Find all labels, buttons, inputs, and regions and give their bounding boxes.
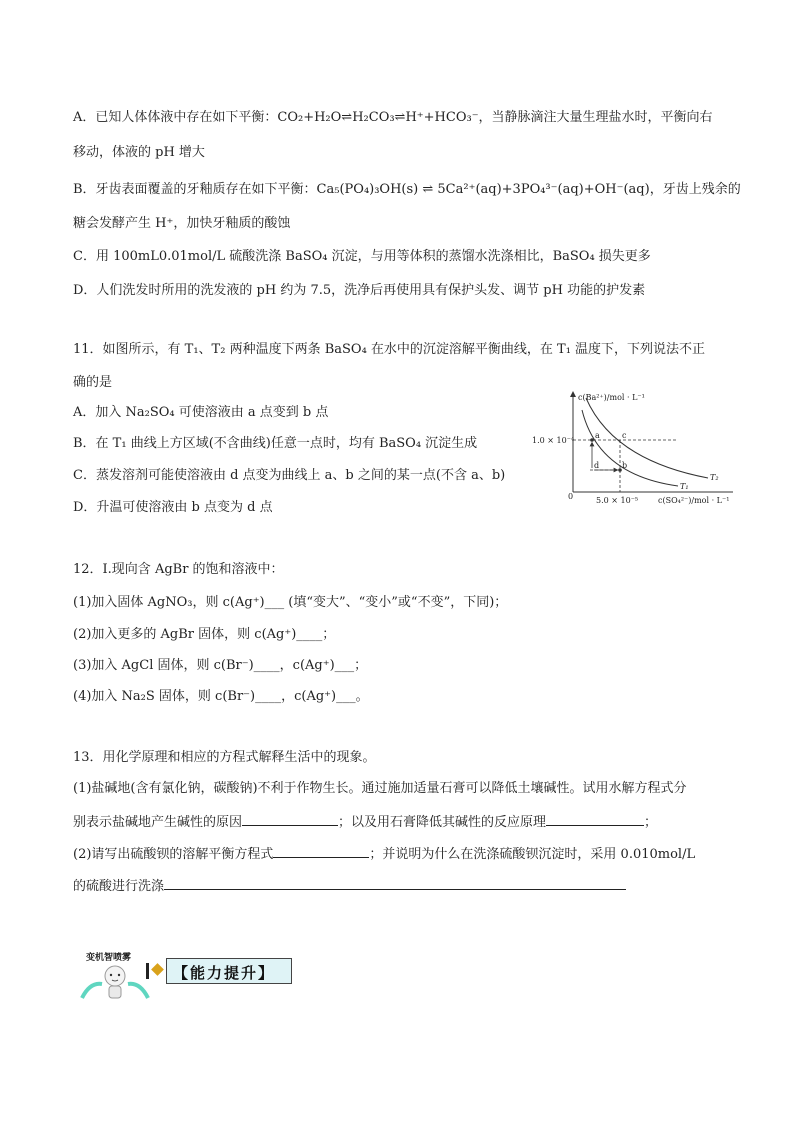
curve-t1-label: T₁ bbox=[680, 482, 689, 491]
q11-option-c: C．蒸发溶剂可能使溶液由 d 点变为曲线上 a、b 之间的某一点(不含 a、b) bbox=[73, 468, 506, 483]
q10-option-c: C．用 100mL0.01mol/L 硫酸洗涤 BaSO₄ 沉淀，与用等体积的蒸馏水洗涤相比，BaSO₄ 损失更多 bbox=[73, 249, 651, 264]
q11-option-a: A．加入 Na₂SO₄ 可使溶液由 a 点变到 b 点 bbox=[73, 405, 329, 420]
origin-label: 0 bbox=[568, 492, 574, 501]
q13-stem: 13．用化学原理和相应的方程式解释生活中的现象。 bbox=[73, 750, 376, 765]
q13-part2-text-a: (2)请写出硫酸钡的溶解平衡方程式 bbox=[73, 847, 274, 862]
q13-part2-text-c: 的硫酸进行洗涤 bbox=[73, 879, 165, 894]
mascot-icon bbox=[80, 962, 150, 1000]
y-axis-label: c(Ba²⁺)/mol · L⁻¹ bbox=[578, 393, 645, 402]
q10-option-d: D．人们洗发时所用的洗发液的 pH 约为 7.5，洗净后再使用具有保护头发、调节 pH 功能的护发素 bbox=[73, 283, 646, 298]
x-axis-label: c(SO₄²⁻)/mol · L⁻¹ bbox=[658, 496, 730, 505]
q12-stem: 12．Ⅰ.现向含 AgBr 的饱和溶液中： bbox=[73, 562, 284, 577]
section-title bbox=[166, 958, 292, 984]
y-tick-label: 1.0 × 10⁻⁴ bbox=[532, 436, 575, 445]
q13-part2-text-b: ；并说明为什么在洗涤硫酸钡沉淀时，采用 0.010mol/L bbox=[369, 847, 696, 862]
q10-option-a-line2: 移动，体液的 pH 增大 bbox=[73, 145, 205, 160]
q12-part4: (4)加入 Na₂S 固体，则 c(Br⁻)____，c(Ag⁺)___。 bbox=[73, 689, 369, 704]
bar-marker-icon bbox=[146, 963, 149, 979]
q13-part1-text-c: ； bbox=[644, 815, 658, 830]
q12-part1: (1)加入固体 AgNO₃，则 c(Ag⁺)___ (填“变大”、“变小”或“不变”，下同)； bbox=[73, 595, 508, 610]
answer-blank[interactable] bbox=[164, 876, 626, 890]
x-tick-label: 5.0 × 10⁻⁵ bbox=[596, 496, 639, 505]
q11-option-b: B．在 T₁ 曲线上方区域(不含曲线)任意一点时，均有 BaSO₄ 沉淀生成 bbox=[73, 436, 478, 451]
section-title-text: 【能力提升】 bbox=[173, 964, 276, 982]
q10-option-a-line1: A．已知人体体液中存在如下平衡：CO₂+H₂O⇌H₂CO₃⇌H⁺+HCO₃⁻，当静脉滴注大量生理盐水时，平衡向右 bbox=[73, 110, 713, 125]
q13-part2-line2 bbox=[73, 876, 626, 895]
q10-option-b-line2: 糖会发酵产生 H⁺，加快牙釉质的酸蚀 bbox=[73, 216, 291, 231]
q13-part1-line1: (1)盐碱地(含有氯化钠，碳酸钠)不利于作物生长。通过施加适量石膏可以降低土壤碱性。试用水解方程式分 bbox=[73, 781, 687, 796]
q13-part1-text-a: 别表示盐碱地产生碱性的原因 bbox=[73, 815, 243, 830]
q11-stem-line2: 确的是 bbox=[73, 375, 113, 390]
curve-t2 bbox=[586, 398, 708, 478]
q13-part1-text-b: ；以及用石膏降低其碱性的反应原理 bbox=[338, 815, 547, 830]
q13-part1-line2 bbox=[73, 812, 657, 831]
brand-label: 变机智喷雾 bbox=[86, 953, 132, 963]
point-a-label: a bbox=[595, 431, 600, 440]
q11-option-d: D．升温可使溶液由 b 点变为 d 点 bbox=[73, 500, 273, 515]
curve-t1 bbox=[582, 410, 678, 486]
diamond-icon bbox=[151, 963, 164, 976]
q10-option-b-line1: B．牙齿表面覆盖的牙釉质存在如下平衡：Ca₅(PO₄)₃OH(s) ⇌ 5Ca²⁺(aq)+3PO₄³⁻(aq)+OH⁻(aq)，牙齿上残余的 bbox=[73, 182, 741, 197]
answer-blank[interactable] bbox=[242, 812, 338, 826]
q12-part2: (2)加入更多的 AgBr 固体，则 c(Ag⁺)____； bbox=[73, 627, 336, 642]
answer-blank[interactable] bbox=[273, 844, 369, 858]
answer-blank[interactable] bbox=[546, 812, 644, 826]
q12-part3: (3)加入 AgCl 固体，则 c(Br⁻)____，c(Ag⁺)___； bbox=[73, 658, 368, 673]
point-a bbox=[590, 438, 594, 442]
point-c-label: c bbox=[622, 431, 627, 440]
point-d-label: d bbox=[594, 461, 600, 470]
point-b-label: b bbox=[622, 461, 628, 470]
ability-banner bbox=[80, 950, 300, 1000]
q11-stem-line1: 11．如图所示，有 T₁、T₂ 两种温度下两条 BaSO₄ 在水中的沉淀溶解平衡曲线，在 T₁ 温度下，下列说法不正 bbox=[73, 342, 706, 357]
solubility-equilibrium-graph bbox=[528, 390, 740, 508]
q13-part2-line1 bbox=[73, 844, 695, 863]
curve-t2-label: T₂ bbox=[710, 473, 719, 482]
